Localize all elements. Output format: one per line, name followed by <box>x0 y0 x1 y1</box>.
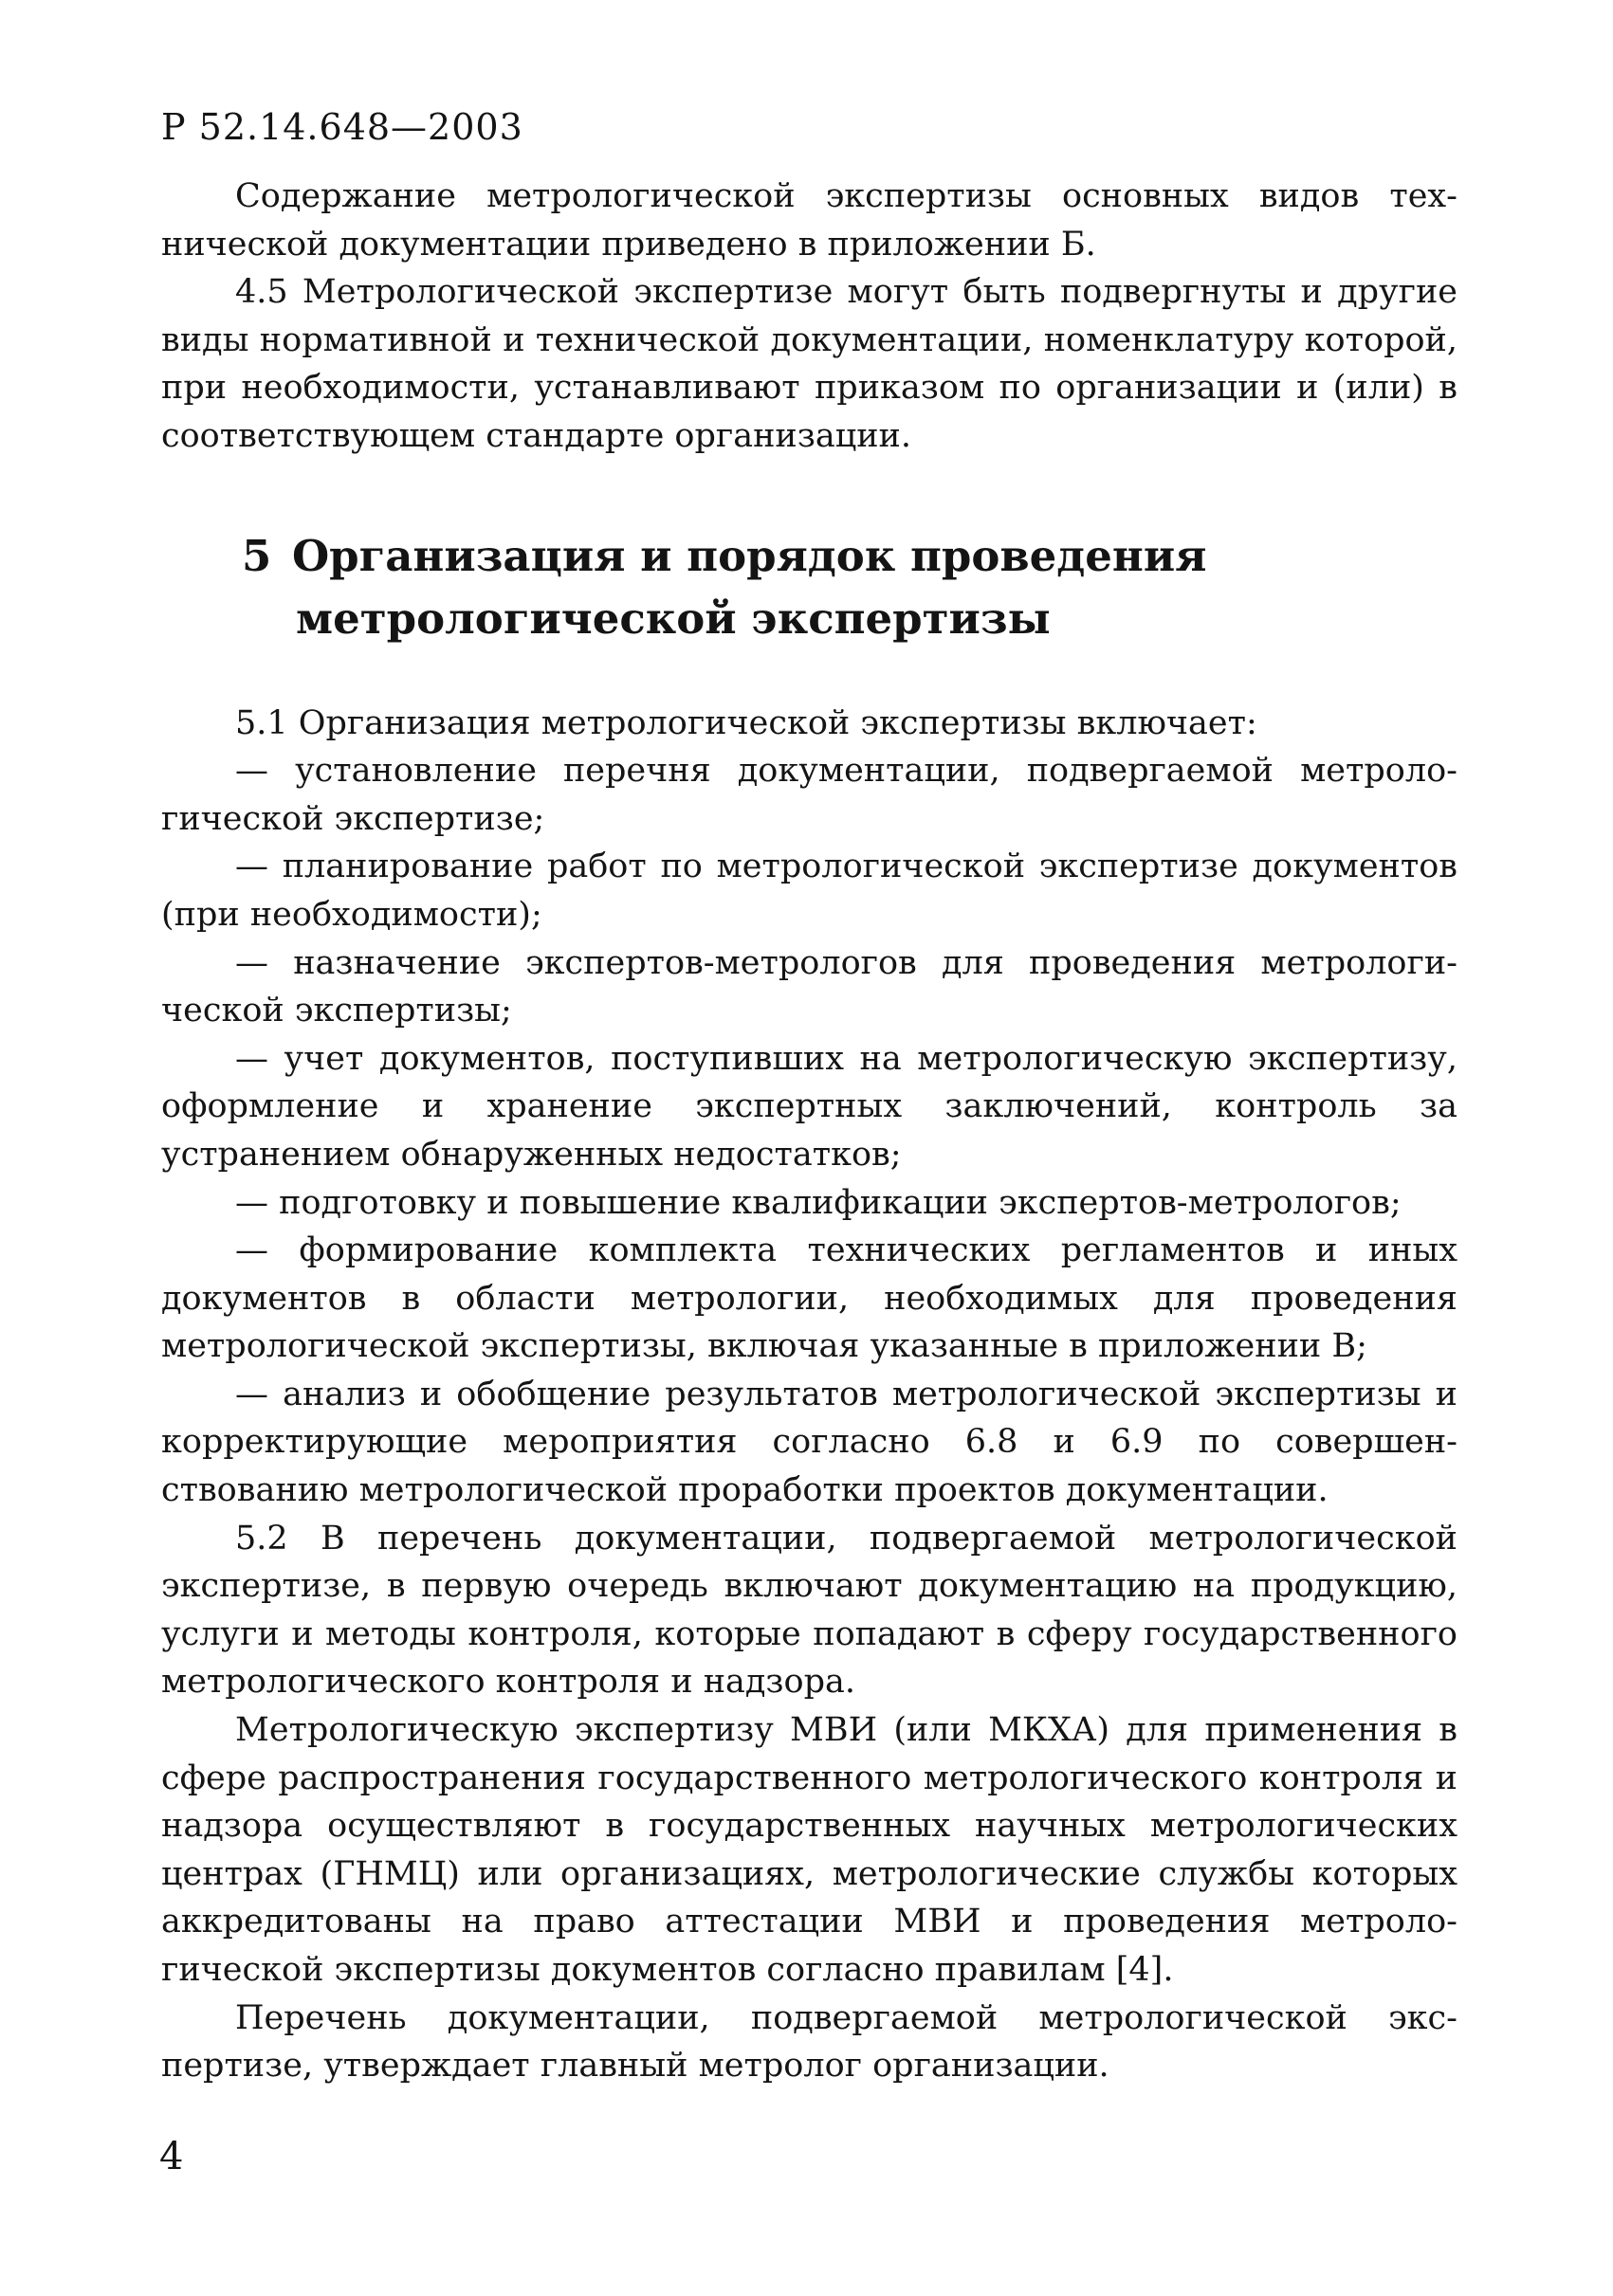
list-item: — формирование комплекта технических регламентов и иных документов в области метрологии, необходимых для проведения метрологической экспертизы, включая указанные в приложении В; <box>161 1231 1457 1366</box>
section-heading <box>161 525 1457 650</box>
list-item: — планирование работ по метрологической экспертизе документов (при необходимости); <box>161 847 1457 934</box>
page-number: 4 <box>159 2135 184 2178</box>
paragraph: Метрологическую экспертизу МВИ (или МКХА) для применения в сфере распространения государственного метрологического контроля и надзора осуществляют в государственных научных метрологических центрах (ГНМЦ) или организациях, метрологические службы которых аккредитованы на право аттестации МВИ и проведения метрологической экспертизы документов согласно правилам [4]. <box>161 1711 1457 1989</box>
paragraph: 4.5 Метрологической экспертизе могут быть подвергнуты и другие виды нормативной и технической документации, номенклатуру которой, при необходимости, устанавливают приказом по организации и (или) в соответствующем стандарте организации. <box>161 273 1457 455</box>
paragraph: Содержание метрологической экспертизы основных видов технической документации приведено в приложении Б. <box>161 177 1457 264</box>
body-text <box>161 173 1457 2090</box>
list-item: — учет документов, поступивших на метрологическую экспертизу, оформление и хранение экспертных заключений, контроль за устранением обнаруженных недостатков; <box>161 1039 1457 1174</box>
document-code: Р 52.14.648—2003 <box>161 106 523 148</box>
section-title-line1: Организация и порядок проведения <box>291 530 1207 581</box>
list-item: — подготовку и повышение квалификации экспертов-метрологов; <box>235 1183 1402 1222</box>
paragraph: Перечень документации, подвергаемой метрологической экспертизе, утверждает главный метролог организации. <box>161 1998 1457 2086</box>
section-title-line2: метрологической экспертизы <box>296 592 1051 644</box>
list-item: — анализ и обобщение результатов метрологической экспертизы и корректирующие мероприятия согласно 6.8 и 6.9 по совершенствованию метрологической проработки проектов документации. <box>161 1375 1457 1510</box>
list-item: — назначение экспертов-метрологов для проведения метрологической экспертизы; <box>161 943 1457 1030</box>
list-item: — установление перечня документации, подвергаемой метрологической экспертизе; <box>161 752 1457 838</box>
section-number: 5 <box>242 530 272 581</box>
paragraph-5-2: 5.2 В перечень документации, подвергаемой метрологической экспертизе, в первую очередь включают документацию на продукцию, услуги и методы контроля, которые попадают в сферу государственного метрологического контроля и надзора. <box>161 1519 1457 1702</box>
paragraph-5-1-lead: 5.1 Организация метрологической экспертизы включает: <box>235 703 1257 742</box>
